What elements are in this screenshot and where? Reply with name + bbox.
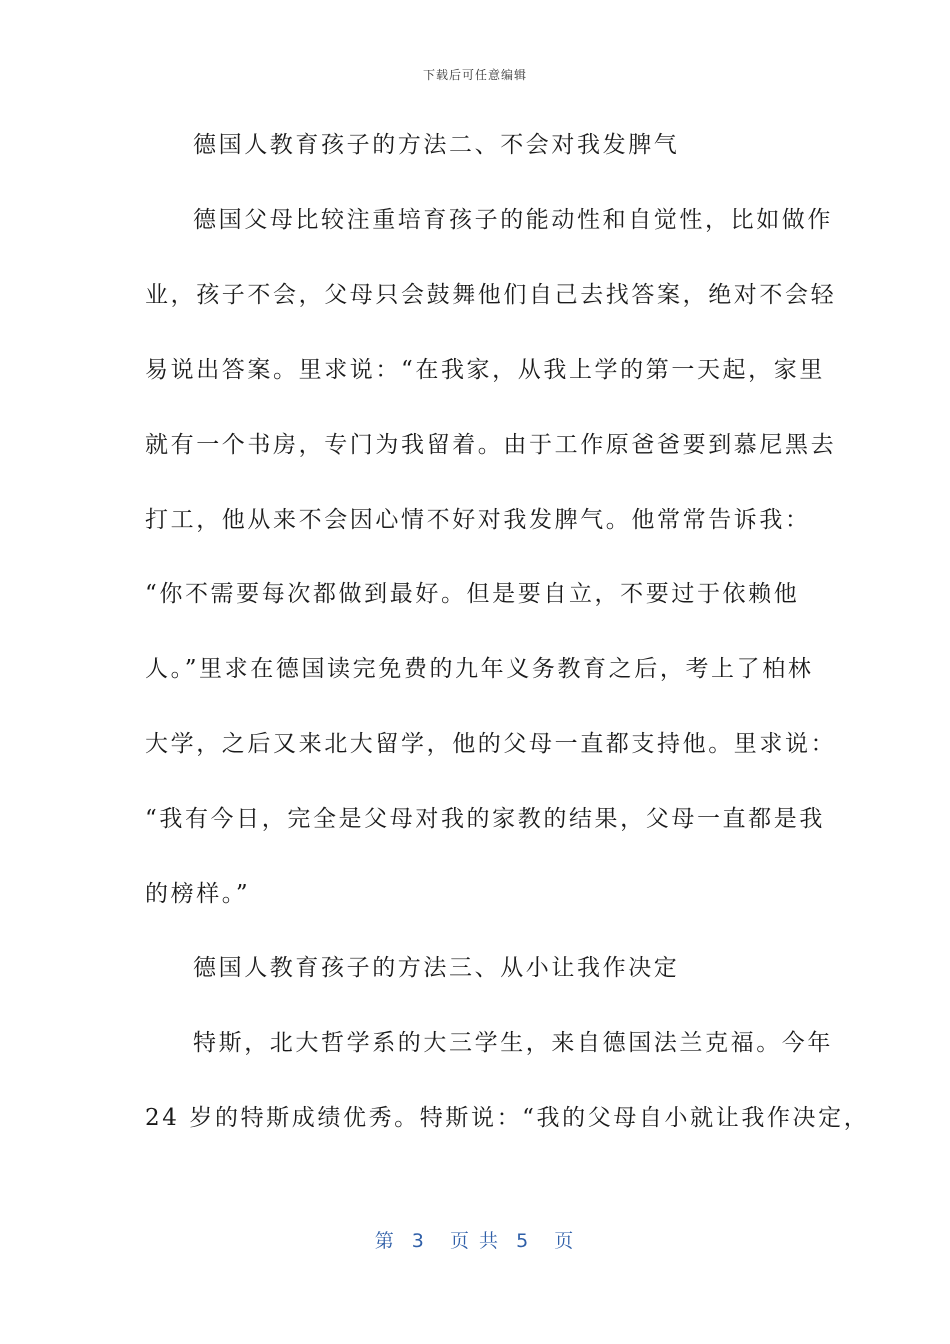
text-line: “我有今日，完全是父母对我的家教的结果，父母一直都是我 — [145, 806, 825, 832]
text-line: 就有一个书房，专门为我留着。由于工作原爸爸要到慕尼黑去 — [145, 432, 837, 458]
text-line: 24 岁的特斯成绩优秀。特斯说：“我的父母自小就让我作决定， — [145, 1105, 870, 1131]
header-note: 下载后可任意编辑 — [422, 68, 527, 82]
text-line: 打工，他从来不会因心情不好对我发脾气。他常常告诉我： — [145, 507, 811, 533]
text-line: 德国父母比较注重培育孩子的能动性和自觉性，比如做作 — [193, 207, 833, 233]
text-line: 特斯，北大哲学系的大三学生，来自德国法兰克福。今年 — [193, 1030, 833, 1056]
text-line: “你不需要每次都做到最好。但是要自立，不要过于依赖他 — [145, 581, 800, 607]
section-heading-2: 德国人教育孩子的方法二、不会对我发脾气 — [193, 132, 680, 158]
text-line: 大学，之后又来北大留学，他的父母一直都支持他。里求说： — [145, 731, 837, 757]
text-line: 业，孩子不会，父母只会鼓舞他们自己去找答案，绝对不会轻 — [145, 282, 837, 308]
text-line: 的榜样。” — [145, 881, 251, 907]
page-number-footer: 第 3 页 共 5 页 — [374, 1230, 576, 1252]
section-heading-3: 德国人教育孩子的方法三、从小让我作决定 — [193, 955, 680, 981]
text-line: 人。”里求在德国读完免费的九年义务教育之后，考上了柏林 — [145, 656, 814, 682]
text-line: 易说出答案。里求说：“在我家，从我上学的第一天起，家里 — [145, 357, 825, 383]
